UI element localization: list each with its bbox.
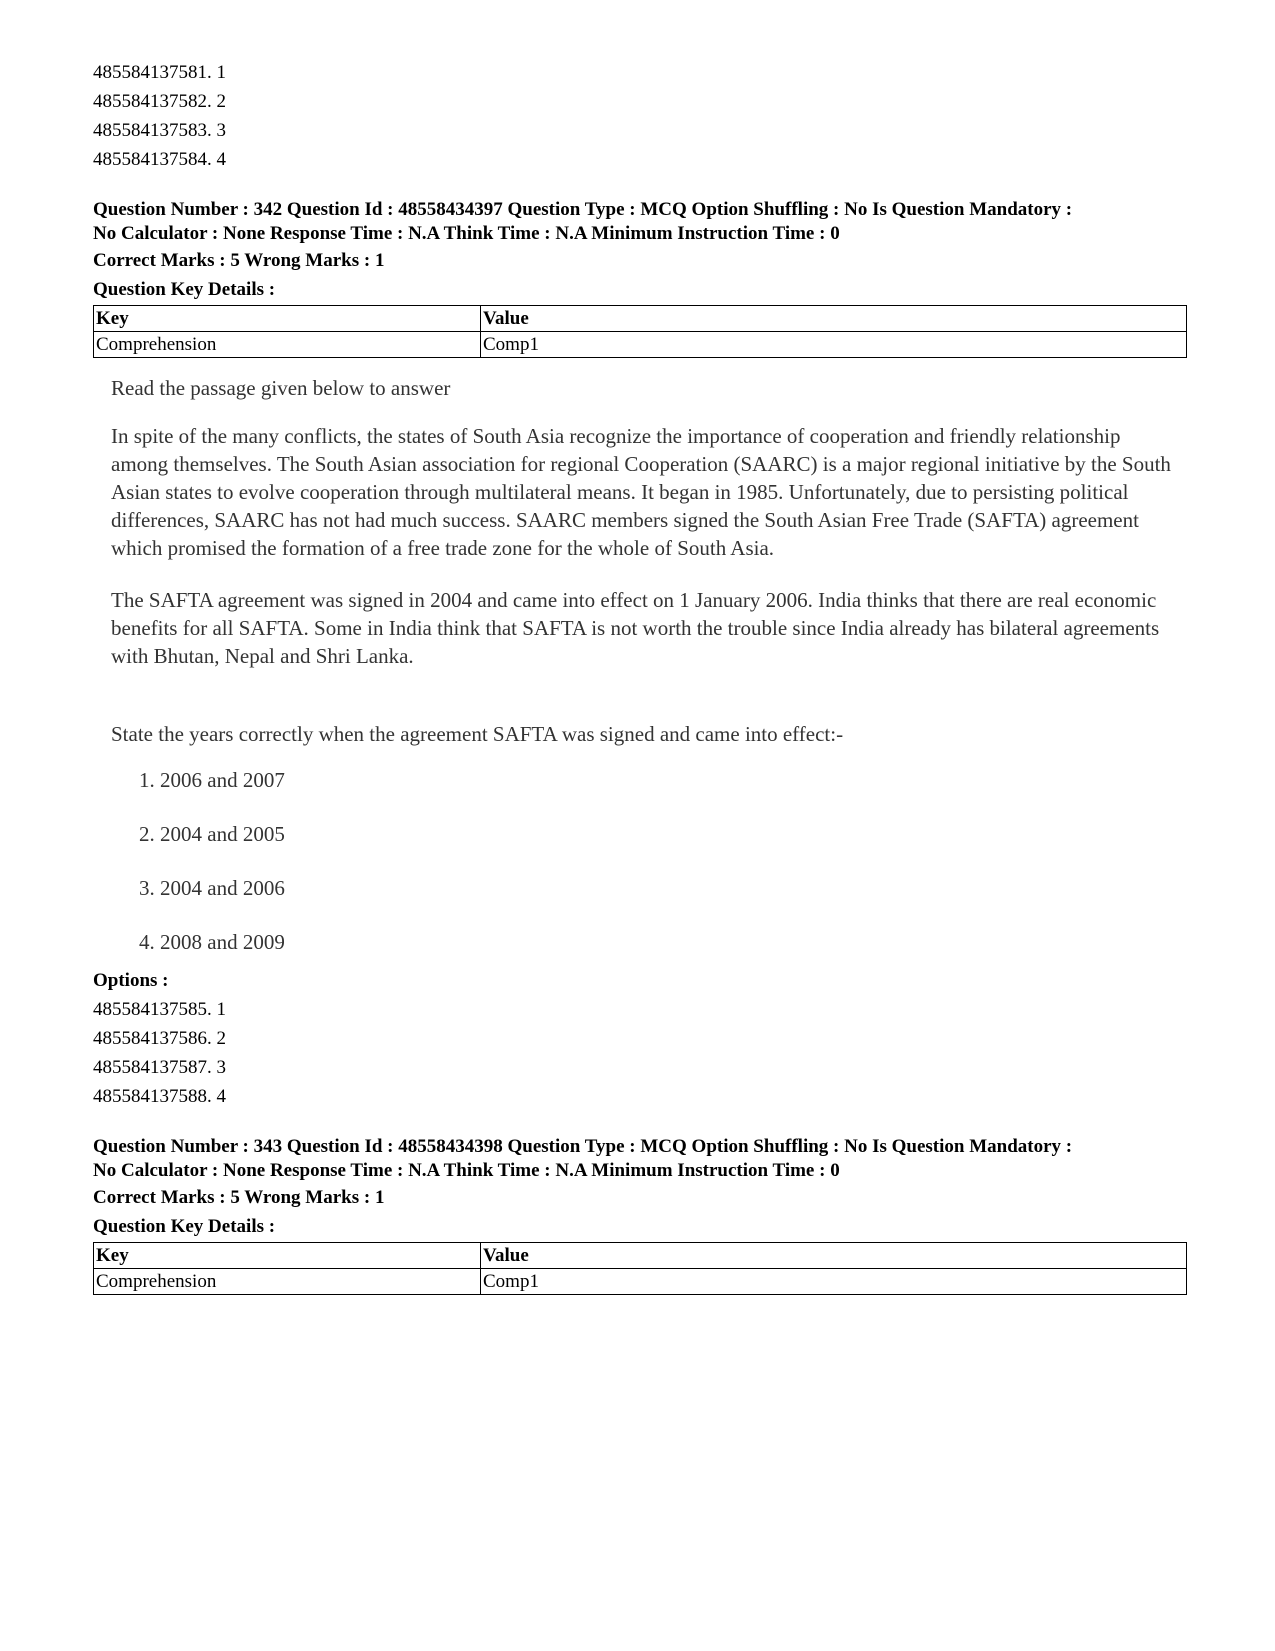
answer-choice: 4. 2008 and 2009: [139, 930, 285, 954]
question-text: State the years correctly when the agreement SAFTA was signed and came into effect:-: [111, 722, 844, 746]
key-details-table: [93, 305, 1187, 358]
value-header-cell: Value: [481, 306, 1187, 332]
answer-choice: 2. 2004 and 2005: [139, 822, 285, 846]
passage-paragraph: The SAFTA agreement was signed in 2004 and came into effect on 1 January 2006. India thinks that there are real economic benefits for all SAFTA. Some in India think that SAFTA is not worth the trouble since India already has bilateral agreements with Bhutan, Nepal and Shri Lanka.: [111, 588, 1160, 668]
option-line: 485584137584. 4: [93, 149, 226, 170]
value-header-cell: Value: [481, 1243, 1187, 1269]
options-label: Options :: [93, 970, 169, 991]
key-cell: Comprehension: [94, 1269, 481, 1295]
option-line: 485584137585. 1: [93, 999, 226, 1020]
question-header: Question Number : 342 Question Id : 48558434397 Question Type : MCQ Option Shuffling : No Is Question Mandatory : No Calculator : None Response Time : N.A Think Time : N.A Minimum Instruction Time : 0: [93, 199, 1073, 244]
option-line: 485584137583. 3: [93, 120, 226, 141]
key-cell: Comprehension: [94, 332, 481, 358]
answer-choice: 3. 2004 and 2006: [139, 876, 285, 900]
passage-intro: Read the passage given below to answer: [111, 376, 451, 400]
question-342: [93, 198, 1187, 1111]
value-cell: Comp1: [481, 1269, 1187, 1295]
value-cell: Comp1: [481, 332, 1187, 358]
option-line: 485584137582. 2: [93, 91, 226, 112]
passage-image: [111, 374, 1171, 956]
question-343: [93, 1135, 1187, 1295]
option-line: 485584137581. 1: [93, 62, 226, 83]
answer-choice: 1. 2006 and 2007: [139, 768, 285, 792]
passage-paragraph: In spite of the many conflicts, the states of South Asia recognize the importance of cooperation and friendly relationship among themselves. The South Asian association for regional Cooperation (SAARC) is a major regional initiative by the South Asian states to evolve cooperation through multilateral means. It began in 1985. Unfortunately, due to persisting political differences, SAARC has not had much success. SAARC members signed the South Asian Free Trade (SAFTA) agreement which promised the formation of a free trade zone for the whole of South Asia.: [111, 424, 1171, 560]
key-header-cell: Key: [94, 1243, 481, 1269]
key-details-label: Question Key Details :: [93, 1216, 276, 1237]
marks-line: Correct Marks : 5 Wrong Marks : 1: [93, 250, 385, 271]
key-details-table: [93, 1242, 1187, 1295]
document-page: [93, 58, 1187, 1295]
key-details-label: Question Key Details :: [93, 279, 276, 300]
option-line: 485584137587. 3: [93, 1057, 226, 1078]
option-line: 485584137588. 4: [93, 1086, 226, 1107]
marks-line: Correct Marks : 5 Wrong Marks : 1: [93, 1187, 385, 1208]
option-line: 485584137586. 2: [93, 1028, 226, 1049]
key-header-cell: Key: [94, 306, 481, 332]
previous-question-options: [93, 58, 1187, 174]
question-header: Question Number : 343 Question Id : 48558434398 Question Type : MCQ Option Shuffling : No Is Question Mandatory : No Calculator : None Response Time : N.A Think Time : N.A Minimum Instruction Time : 0: [93, 1136, 1073, 1181]
